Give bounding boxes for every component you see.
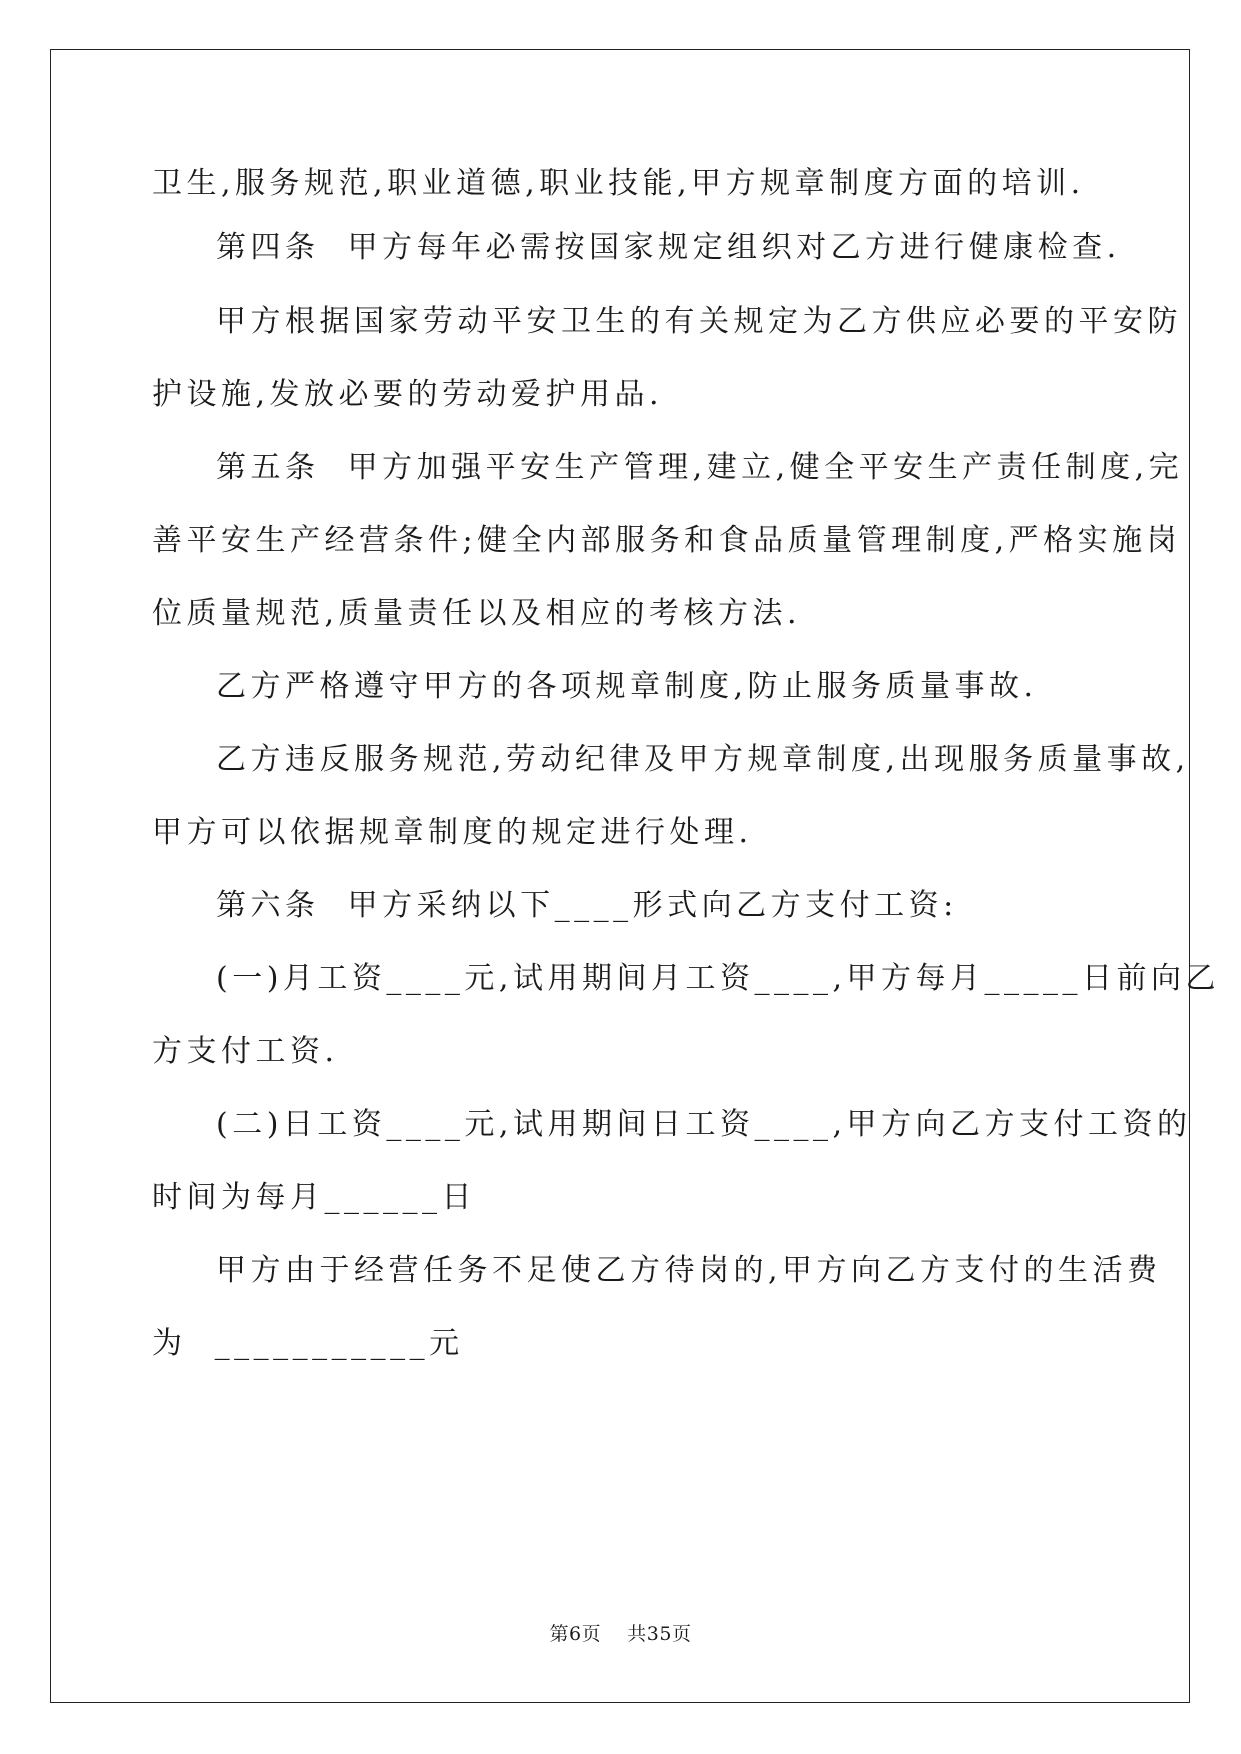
text-line: (二)日工资____元,试用期间日工资____,甲方向乙方支付工资的	[216, 1107, 1192, 1142]
page-total: 共35页	[627, 1623, 692, 1645]
article-5-heading-line: 第五条 甲方加强平安生产管理,建立,健全平安生产责任制度,完	[216, 450, 1184, 485]
text-line: 时间为每月______日	[152, 1180, 476, 1215]
article-6-heading-line: 第六条 甲方采纳以下____形式向乙方支付工资:	[216, 888, 958, 923]
text-line: 善平安生产经营条件;健全内部服务和食品质量管理制度,严格实施岗	[152, 523, 1182, 558]
text-line: 乙方严格遵守甲方的各项规章制度,防止服务质量事故.	[216, 669, 1038, 704]
text-line: 方支付工资.	[152, 1034, 339, 1069]
text-line: 乙方违反服务规范,劳动纪律及甲方规章制度,出现服务质量事故,	[216, 742, 1190, 777]
page-frame	[50, 49, 1190, 1703]
text-line: 甲方根据国家劳动平安卫生的有关规定为乙方供应必要的平安防	[216, 304, 1182, 339]
article-4-heading-line: 第四条 甲方每年必需按国家规定组织对乙方进行健康检查.	[216, 230, 1121, 265]
page-number: 第6页	[549, 1623, 602, 1645]
text-line: 甲方可以依据规章制度的规定进行处理.	[152, 815, 753, 850]
text-line: 为 ___________元	[152, 1326, 464, 1361]
text-line: 甲方由于经营任务不足使乙方待岗的,甲方向乙方支付的生活费	[216, 1253, 1162, 1288]
text-line: 护设施,发放必要的劳动爱护用品.	[152, 377, 664, 412]
text-line: 卫生,服务规范,职业道德,职业技能,甲方规章制度方面的培训.	[152, 166, 1085, 201]
page-footer	[0, 1622, 1241, 1646]
text-line: (一)月工资____元,试用期间月工资____,甲方每月_____日前向乙	[216, 961, 1220, 996]
text-line: 位质量规范,质量责任以及相应的考核方法.	[152, 596, 802, 631]
